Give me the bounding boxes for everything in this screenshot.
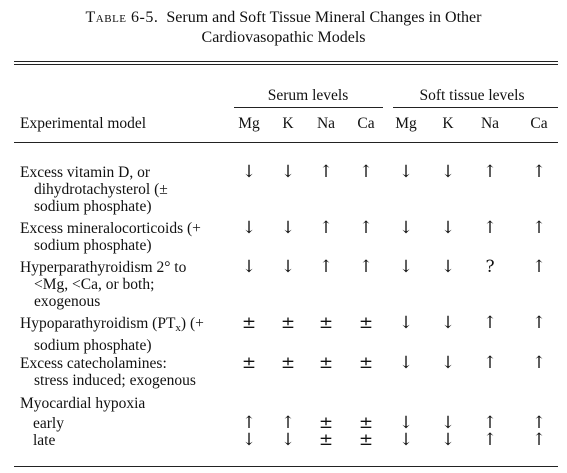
row-label-line [20, 315, 204, 337]
up-arrow-icon: ↑ [482, 353, 498, 373]
row-label-line: late [33, 432, 56, 449]
soft-tissue-group-rule [393, 107, 558, 108]
down-arrow-icon: ↓ [398, 313, 414, 333]
up-arrow-icon: ↑ [318, 218, 334, 238]
row-label-line: Excess mineralocorticoids (+ [20, 220, 201, 237]
down-arrow-icon: ↓ [241, 162, 257, 182]
column-header-k-soft-tissue: K [442, 115, 454, 132]
plus-minus-symbol: ± [318, 353, 334, 373]
unknown-symbol: ? [485, 257, 495, 277]
row-label-text: Hypoparathyroidism (PT [20, 315, 176, 332]
row-label-line: sodium phosphate) [34, 237, 152, 254]
down-arrow-icon: ↓ [241, 218, 257, 238]
plus-minus-symbol: ± [358, 413, 374, 433]
row-label-text: ) (+ [180, 315, 204, 332]
down-arrow-icon: ↓ [440, 413, 456, 433]
up-arrow-icon: ↑ [482, 313, 498, 333]
row-label [20, 164, 168, 215]
row-label-line: Hyperparathyroidism 2° to [20, 259, 187, 276]
plus-minus-symbol: ± [358, 430, 374, 450]
row-label-line: Excess vitamin D, or [20, 164, 151, 181]
row-label-line: Excess catecholamines: [20, 355, 167, 372]
down-arrow-icon: ↓ [440, 353, 456, 373]
up-arrow-icon: ↑ [531, 313, 547, 333]
column-header-mg-serum: Mg [238, 115, 260, 132]
row-label [20, 395, 145, 412]
row-label [20, 220, 201, 254]
up-arrow-icon: ↑ [531, 430, 547, 450]
row-label-line: stress induced; exogenous [34, 372, 196, 389]
bottom-rule [14, 466, 558, 467]
table-number: Table 6-5. [85, 9, 159, 26]
plus-minus-symbol: ± [318, 413, 334, 433]
caption-title-2: Cardiovasopathic Models [201, 29, 366, 46]
down-arrow-icon: ↓ [440, 218, 456, 238]
up-arrow-icon: ↑ [531, 353, 547, 373]
down-arrow-icon: ↓ [398, 430, 414, 450]
column-header-ca-serum: Ca [357, 115, 375, 132]
row-label [20, 355, 196, 389]
up-arrow-icon: ↑ [482, 413, 498, 433]
top-rule-2 [14, 64, 558, 65]
plus-minus-symbol: ± [318, 313, 334, 333]
row-label-line: early [33, 415, 64, 432]
column-header-mg-soft-tissue: Mg [395, 115, 417, 132]
up-arrow-icon: ↑ [531, 257, 547, 277]
column-header-na-serum: Na [316, 115, 336, 132]
caption-title-1: Serum and Soft Tissue Mineral Changes in Other [166, 9, 482, 26]
up-arrow-icon: ↑ [531, 162, 547, 182]
row-label [33, 415, 64, 432]
down-arrow-icon: ↓ [280, 162, 296, 182]
plus-minus-symbol: ± [358, 313, 374, 333]
row-label-line: exogenous [34, 293, 101, 310]
serum-group-rule [234, 107, 383, 108]
group-header-serum: Serum levels [267, 87, 349, 104]
header-rule [14, 142, 558, 143]
down-arrow-icon: ↓ [241, 257, 257, 277]
down-arrow-icon: ↓ [440, 430, 456, 450]
up-arrow-icon: ↑ [531, 413, 547, 433]
up-arrow-icon: ↑ [482, 218, 498, 238]
down-arrow-icon: ↓ [440, 162, 456, 182]
row-label-line: sodium phosphate) [34, 337, 152, 354]
down-arrow-icon: ↓ [398, 413, 414, 433]
down-arrow-icon: ↓ [398, 162, 414, 182]
down-arrow-icon: ↓ [280, 218, 296, 238]
down-arrow-icon: ↓ [280, 257, 296, 277]
down-arrow-icon: ↓ [398, 257, 414, 277]
top-rule [14, 61, 558, 62]
row-label [20, 259, 186, 310]
column-header-na-soft-tissue: Na [480, 115, 500, 132]
plus-minus-symbol: ± [241, 313, 257, 333]
down-arrow-icon: ↓ [241, 430, 257, 450]
up-arrow-icon: ↑ [482, 430, 498, 450]
up-arrow-icon: ↑ [280, 413, 296, 433]
up-arrow-icon: ↑ [531, 218, 547, 238]
plus-minus-symbol: ± [280, 353, 296, 373]
column-header-ca-soft-tissue: Ca [530, 115, 548, 132]
row-label [20, 315, 204, 354]
up-arrow-icon: ↑ [482, 162, 498, 182]
down-arrow-icon: ↓ [398, 353, 414, 373]
up-arrow-icon: ↑ [358, 162, 374, 182]
row-header: Experimental model [20, 115, 147, 132]
column-header-k-serum: K [282, 115, 294, 132]
plus-minus-symbol: ± [241, 353, 257, 373]
row-label-line: sodium phosphate) [34, 198, 152, 215]
plus-minus-symbol: ± [358, 353, 374, 373]
caption-line-1 [0, 8, 567, 28]
plus-minus-symbol: ± [280, 313, 296, 333]
up-arrow-icon: ↑ [358, 218, 374, 238]
down-arrow-icon: ↓ [440, 257, 456, 277]
up-arrow-icon: ↑ [358, 257, 374, 277]
row-label-line: dihydrotachysterol (± [34, 181, 168, 198]
down-arrow-icon: ↓ [398, 218, 414, 238]
up-arrow-icon: ↑ [318, 257, 334, 277]
table-caption [0, 8, 567, 48]
up-arrow-icon: ↑ [318, 162, 334, 182]
group-header-soft-tissue: Soft tissue levels [419, 87, 525, 104]
plus-minus-symbol: ± [318, 430, 334, 450]
row-label [33, 432, 55, 449]
row-label-line: Myocardial hypoxia [20, 395, 146, 412]
subscript: x [175, 322, 181, 334]
row-label-line: <Mg, <Ca, or both; [34, 276, 155, 293]
down-arrow-icon: ↓ [280, 430, 296, 450]
up-arrow-icon: ↑ [241, 413, 257, 433]
down-arrow-icon: ↓ [440, 313, 456, 333]
